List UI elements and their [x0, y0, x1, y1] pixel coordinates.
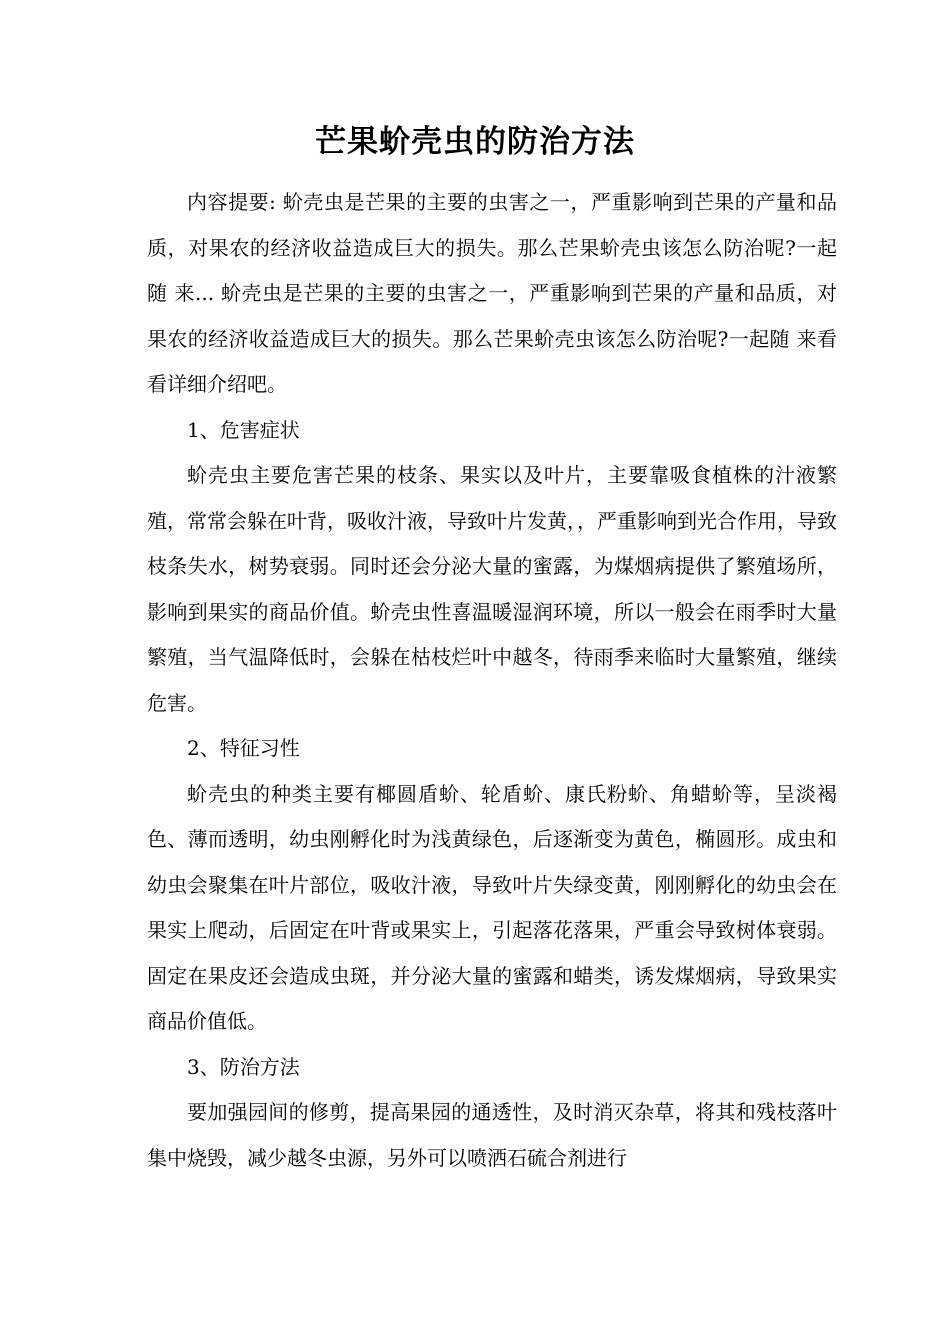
control-paragraph: 要加强园间的修剪，提高果园的通透性，及时消灭杂草，将其和残枝落叶集中烧毁，减少越冬虫源，另外可以喷洒石硫合剂进行: [147, 1100, 837, 1170]
section-heading-habits: 2、特征习性: [187, 736, 300, 760]
section-heading-symptoms: 1、危害症状: [187, 417, 300, 442]
intro-paragraph: 内容提要: 蚧壳虫是芒果的主要的虫害之一，严重影响到芒果的产量和品质，对果农的经济收益造成巨大的损失。那么芒果蚧壳虫该怎么防治呢?一起随 来... 蚧壳虫是芒果的主要的虫害之一，严重影响到芒果的产量和品质，对果农的经济收益造成巨大的损失。那么芒果蚧壳虫该怎么防治呢?一起随 来看看详细介绍吧。: [147, 190, 837, 396]
symptoms-paragraph: 蚧壳虫主要危害芒果的枝条、果实以及叶片，主要靠吸食植株的汁液繁殖，常常会躲在叶背，吸收汁液，导致叶片发黄，，严重影响到光合作用，导致枝条失水，树势衰弱。同时还会分泌大量的蜜露，为煤烟病提供了繁殖场所，影响到果实的商品价值。蚧壳虫性喜温暖湿润环境，所以一般会在雨季时大量繁殖，当气温降低时，会躲在枯枝烂叶中越冬，待雨季来临时大量繁殖，继续危害。: [147, 463, 837, 715]
section-heading-control: 3、防治方法: [187, 1054, 300, 1079]
habits-paragraph: 蚧壳虫的种类主要有椰圆盾蚧、轮盾蚧、康氏粉蚧、角蜡蚧等，呈淡褐色、薄而透明，幼虫刚孵化时为浅黄绿色，后逐渐变为黄色，椭圆形。成虫和幼虫会聚集在叶片部位，吸收汁液，导致叶片失绿变黄，刚刚孵化的幼虫会在果实上爬动，后固定在叶背或果实上，引起落花落果，严重会导致树体衰弱。固定在果皮还会造成虫斑，并分泌大量的蜜露和蜡类，诱发煤烟病，导致果实商品价值低。: [147, 781, 837, 1033]
document-title: 芒果蚧壳虫的防治方法: [315, 124, 635, 160]
document-body: [147, 180, 837, 1181]
